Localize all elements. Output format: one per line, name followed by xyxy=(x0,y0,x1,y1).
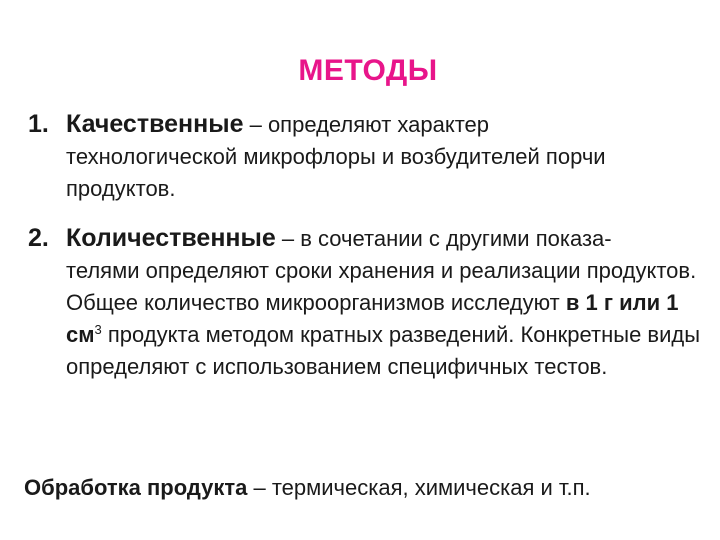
item-description: технологической микрофлоры и возбудителей порчи продуктов. xyxy=(66,144,606,201)
item-description-superscript: 3 xyxy=(94,322,102,337)
item-description xyxy=(66,255,708,383)
footer-term: Обработка продукта xyxy=(24,475,248,500)
item-number: 2. xyxy=(28,224,49,252)
footer-note xyxy=(24,472,714,504)
item-body xyxy=(66,108,708,205)
method-item-quantitative xyxy=(28,222,708,383)
item-term: Количественные xyxy=(66,224,276,252)
item-body xyxy=(66,222,708,383)
item-number: 1. xyxy=(28,110,49,138)
item-lead: – определяют характер xyxy=(243,112,490,137)
item-description-emphasis: в 1 г или 1 см xyxy=(66,290,679,347)
item-lead-line xyxy=(66,222,708,255)
footer-text: – термическая, химическая и т.п. xyxy=(247,475,591,500)
item-description-start: телями определяют сроки хранения и реализации продуктов. Общее количество микроорганизмов исследуют xyxy=(66,258,697,315)
item-description-end: продукта методом кратных разведений. Конкретные виды определяют с использованием специфичных тестов. xyxy=(66,322,701,379)
method-item-qualitative xyxy=(28,108,708,205)
item-term: Качественные xyxy=(66,110,244,138)
item-lead-line xyxy=(66,108,708,141)
slide-title-text: МЕТОДЫ xyxy=(298,54,438,87)
item-lead: – в сочетании с другими показа- xyxy=(275,226,612,251)
slide-title xyxy=(0,54,720,88)
